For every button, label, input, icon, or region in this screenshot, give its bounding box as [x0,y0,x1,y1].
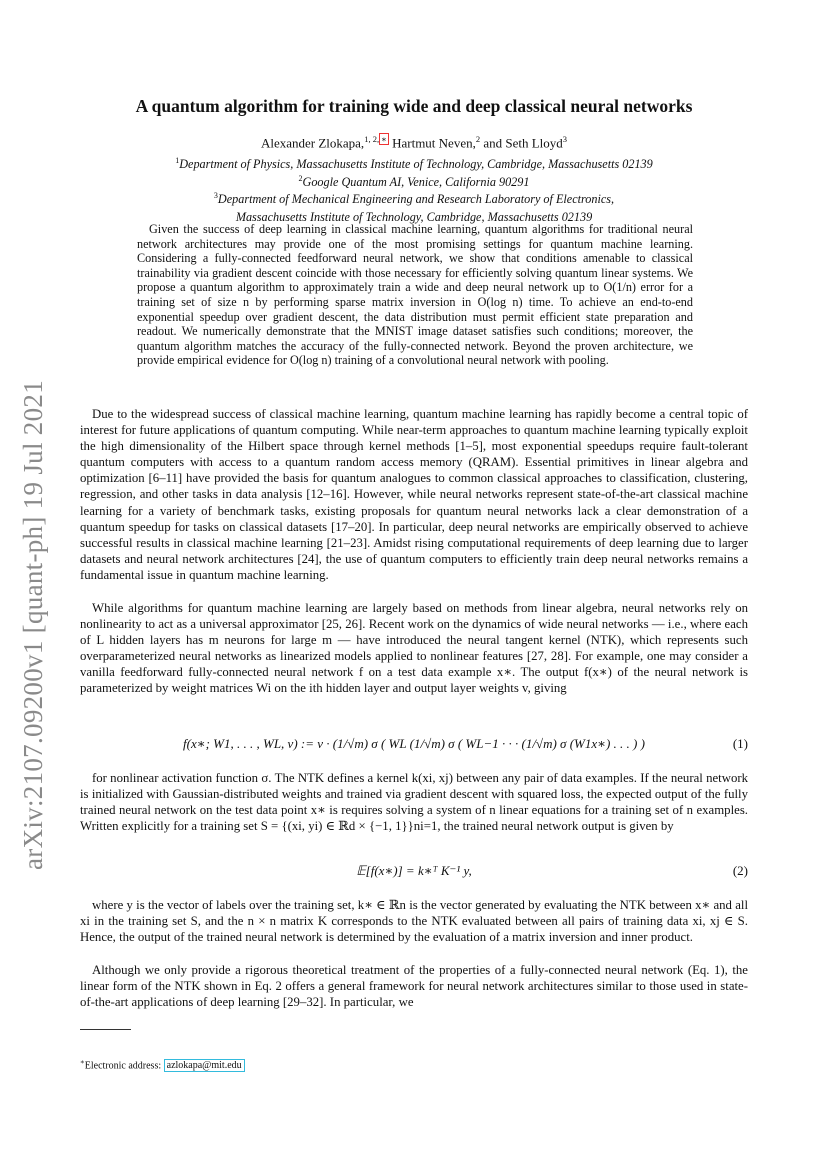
affiliation-line [80,172,748,190]
author-name: Alexander Zlokapa, [260,135,365,151]
body-paragraph [80,770,748,834]
author-name: and Seth Lloyd [480,135,563,151]
footnote-label: Electronic address: [84,1060,164,1072]
abstract: Given the success of deep learning in classical machine learning, quantum algorithms for traditional neural network architectures may provide one of the most promising settings for quantum machine learning. Considering a fully-connected feedforward neural network, we show that conditions amenable to classical trainability via gradient descent coincide with those necessary for efficiently solving quantum linear systems. We propose a quantum algorithm to approximately train a wide and deep neural network up to O(1/n) error for a training set of size n by performing sparse matrix inversion in O(log n) time. To achieve an end-to-end exponential speedup over gradient descent, the data distribution must permit efficient state preparation and readout. We numerically demonstrate that the MNIST image dataset satisfies such conditions; moreover, the quantum algorithm matches the accuracy of the fully-connected network. Beyond the proven architecture, we provide empirical evidence for O(log n) training of a convolutional neural network with pooling. [137,222,693,368]
paragraph-text: While algorithms for quantum machine learning are largely based on methods from linear algebra, neural networks rely on nonlinearity to act as a universal approximator [25, 26]. Recent work on the dynamics of wide neural networks — i.e., where each of L hidden layers has m neurons for large m — have introduced the neural tangent kernel (NTK), which represents such overparameterized neural networks as linearized models applied to nonlinear features [27, 28]. For example, one may consider a vanilla feedforward fully-connected neural network f on a test data example x∗. The output f(x∗) of the neural network is parameterized by weight matrices Wi on the ith hidden layer and output layer weights v, giving [80,601,748,696]
paragraph-text: Due to the widespread success of classical machine learning, quantum machine learning has rapidly become a central topic of interest for future applications of quantum computing. While near-term approaches to quantum machine learning typically exploit the high dimensionality of the Hilbert space through kernel methods [1–5], most exponential speedups require fault-tolerant quantum computers with access to a quantum random access memory (QRAM). Essential primitives in linear algebra and optimization [6–11] have provided the basis for quantum analogues to common classical approaches to classification, clustering, regression, and other tasks in data analysis [12–16]. However, while neural networks represent state-of-the-art classical machine learning for a variety of benchmark tasks, existing proposals for quantum neural networks lack a clear demonstration of a quantum speedup for tasks on classical datasets [17–20]. In particular, deep neural networks are empirically observed to achieve successful results in classical machine learning [21–23]. Amidst rising computational requirements of deep learning due to larger datasets and neural network architectures [24], the use of quantum computers to efficiently train deep neural networks remains a fundamental issue in quantum machine learning. [80,407,748,582]
footnote-link[interactable]: ∗ [381,134,387,144]
paragraph-text: where y is the vector of labels over the training set, k∗ ∈ ℝn is the vector generated by evaluating the NTK between x∗ and all xi in the training set S, and the n × n matrix K corresponds to the NTK evaluated between all pairs of training data xi, xj ∈ S. Hence, the output of the trained neural network is determined by the evaluation of a matrix inversion and inner product. [80,898,748,945]
affil-sup: 1 [175,156,180,165]
equation-number: (1) [732,736,748,751]
author-affil-sup: 2 [475,134,481,144]
affiliation-line [80,189,748,207]
affil-text: Department of Physics, Massachusetts Institute of Technology, Cambridge, Massachusetts 02139 [179,157,653,172]
affiliations [80,154,748,225]
arxiv-identifier[interactable]: arXiv:2107.09200v1 [quant-ph] 19 Jul 2021 [18,380,48,870]
equation-2 [80,863,748,883]
footnote [80,1058,245,1071]
equation-1 [80,728,748,768]
email-link[interactable]: azlokapa@mit.edu [164,1059,245,1072]
affiliation-line [80,154,748,172]
footnote-marker: ∗ [80,1058,85,1066]
body-paragraph [80,897,748,945]
body-paragraph [80,406,748,583]
affil-text: Department of Mechanical Engineering and Research Laboratory of Electronics, [217,192,615,207]
footnote-rule [80,1029,131,1030]
author-affil-sup: 1, 2, [364,134,380,144]
paragraph-text: Although we only provide a rigorous theoretical treatment of the properties of a fully-connected neural network (Eq. 1), the linear form of the NTK shown in Eq. 2 offers a general framework for neural network architectures similar to those used in state-of-the-art applications of deep learning [29–32]. In particular, we [80,963,748,1010]
affil-text: Google Quantum AI, Venice, California 90291 [302,174,530,189]
affil-text: Massachusetts Institute of Technology, Cambridge, Massachusetts 02139 [235,210,593,225]
affil-sup: 2 [298,173,303,183]
author-affil-sup: 3 [562,134,568,144]
equation-expression: f(x∗; W1, . . . , WL, v) := v · (1/√m) σ ( WL (1/√m) σ ( WL−1 · · · (1/√m) σ (W1x∗) . . . ) ) [183,736,645,751]
paragraph-text: for nonlinear activation function σ. The NTK defines a kernel k(xi, xj) between any pair of data examples. If the neural network is initialized with Gaussian-distributed weights and trained via gradient descent with squared loss, the expected output of the fully trained neural network on the test data point x∗ is requires solving a system of n linear equations for a training set of n examples. Written explicitly for a training set S = {(xi, yi) ∈ ℝd × {−1, 1}}ni=1, the trained neural network output is given by [80,771,748,834]
body-paragraph [80,600,748,697]
equation-expression: 𝔼[f(x∗)] = k∗ᵀ K⁻¹ y, [356,863,472,878]
equation-number: (2) [732,863,748,878]
affil-sup: 3 [213,191,218,201]
author-list [80,133,748,151]
body-paragraph [80,962,748,1010]
author-name: Hartmut Neven, [388,135,476,151]
paper-title: A quantum algorithm for training wide and deep classical neural networks [135,96,693,116]
